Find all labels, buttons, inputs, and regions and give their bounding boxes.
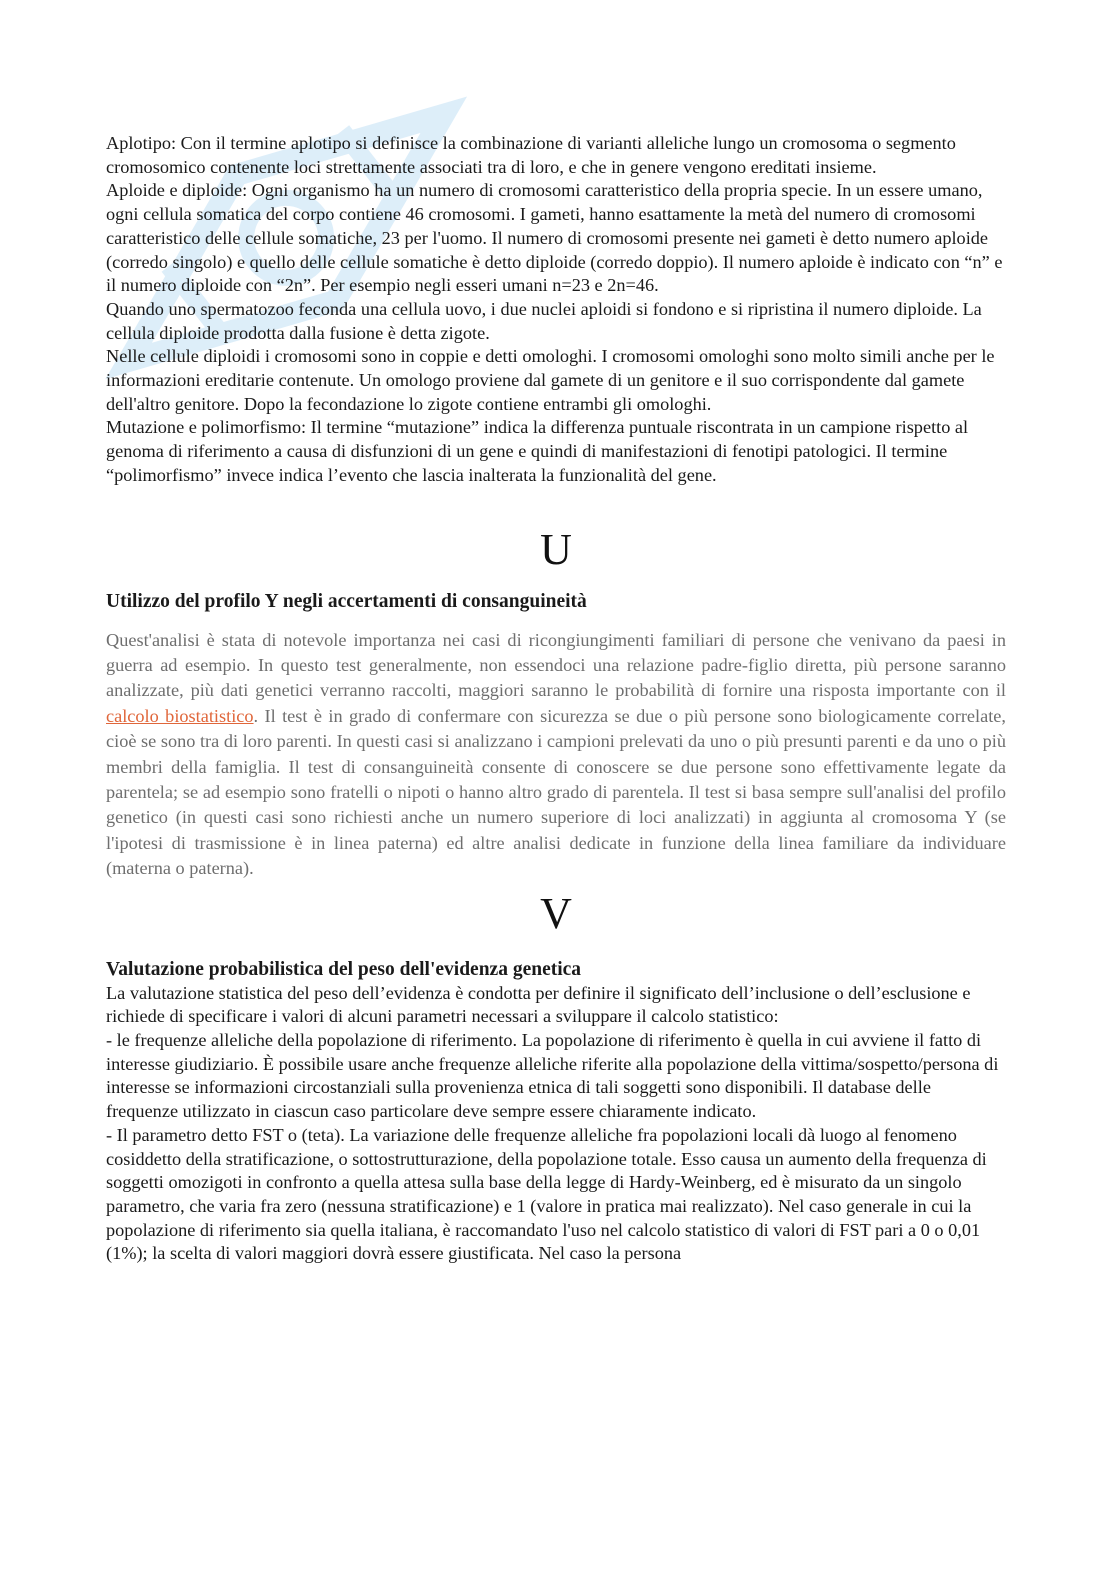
section-heading-v: Valutazione probabilistica del peso dell'evidenza genetica [106,958,582,980]
paragraph: Nelle cellule diploidi i cromosomi sono in coppie e detti omologhi. I cromosomi omologhi sono molto simili anche per le informazioni ereditarie contenute. Un omologo proviene dal gamete di un genitore e il suo corrispondente dal gamete dell'altro genitore. Dopo la fecondazione lo zigote contiene entrambi gli omologhi. [106,346,995,414]
paragraph: Quando uno spermatozoo feconda una cellula uovo, i due nuclei aploidi si fondono e si ripristina il numero diploide. La cellula diploide prodotta dalla fusione è detta zigote. [106,298,982,343]
body-text: Quest'analisi è stata di notevole importanza nei casi di ricongiungimenti familiari di persone che venivano da paesi in guerra ad esempio. In questo test generalmente, non essendoci una relazione padre-figlio diretta, più persone saranno analizzate, più dati genetici verranno raccolti, maggiori saranno le probabilità di fornire una risposta importante con il [106,629,1006,701]
body-text: . Il test è in grado di confermare con sicurezza se due o più persone sono biologicamente correlate, cioè se sono tra di loro parenti. In questi casi si analizzano i campioni prelevati da uno o più presunti parenti e da uno o più membri della famiglia. Il test di consanguineità consente di conoscere se due persone sono effettivamente legate da parentela; se ad esempio sono fratelli o nipoti o hanno altro grado di parentela. Il test si basa sempre sull'analisi del profilo genetico (in questi casi sono richiesti anche un numero superiore di loci analizzati) in aggiunta al cromosoma Y (se l'ipotesi di trasmissione è in linea paterna) ed altre analisi dedicate in funzione della linea familiare da individuare (materna o paterna). [106,705,1006,879]
calcolo-biostatistico-link[interactable]: calcolo biostatistico [106,705,254,726]
paragraph: La valutazione statistica del peso dell’evidenza è condotta per definire il significato dell’inclusione o dell’esclusione e richiede di specificare i valori di alcuni parametri necessari a sviluppare il calcolo statistico: [106,982,971,1027]
section-letter-v: V [540,888,572,938]
section-u-body [106,628,1006,882]
page-content [106,132,1006,1266]
section-letter-u: U [540,524,572,574]
paragraph: Aplotipo: Con il termine aplotipo si definisce la combinazione di varianti alleliche lungo un cromosoma o segmento cromosomico contenente loci strettamente associati tra di loro, e che in genere vengono ereditati insieme. [106,133,956,177]
section-v-body [106,982,1006,1266]
paragraph: - Il parametro detto FST o (teta). La variazione delle frequenze alleliche fra popolazioni locali dà luogo al fenomeno cosiddetto della stratificazione, o sottostrutturazione, della popolazione totale. Esso causa un aumento della frequenza di soggetti omozigoti in confronto a quella attesa sulla base della legge di Hardy-Weinberg, ed è misurato da un singolo parametro, che varia fra zero (nessuna stratificazione) e 1 (valore in pratica mai realizzato). Nel caso generale in cui la popolazione di riferimento sia quella italiana, è raccomandato l'uso nel calcolo statistico di valori di FST pari a 0 o 0,01 (1%); la scelta di valori maggiori dovrà essere giustificata. Nel caso la persona [106,1124,987,1264]
paragraph: Mutazione e polimorfismo: Il termine “mutazione” indica la differenza puntuale riscontrata in un campione rispetto al genoma di riferimento a causa di disfunzioni di un gene e quindi di manifestazioni di fenotipi patologici. Il termine “polimorfismo” invece indica l’evento che lascia inalterata la funzionalità del gene. [106,417,969,485]
glossary-section-a [106,132,1006,488]
paragraph: - le frequenze alleliche della popolazione di riferimento. La popolazione di riferimento è quella in cui avviene il fatto di interesse giudiziario. È possibile usare anche frequenze alleliche riferite alla popolazione della vittima/sospetto/persona di interesse se informazioni circostanziali sulla provenienza etnica di tali soggetti sono disponibili. Il database delle frequenze utilizzato in ciascun caso particolare deve sempre essere chiaramente indicato. [106,1030,999,1122]
paragraph: Aploide e diploide: Ogni organismo ha un numero di cromosomi caratteristico della propria specie. In un essere umano, ogni cellula somatica del corpo contiene 46 cromosomi. I gameti, hanno esattamente la metà del numero di cromosomi caratteristico delle cellule somatiche, 23 per l'uomo. Il numero di cromosomi presente nei gameti è detto numero aploide (corredo singolo) e quello delle cellule somatiche è detto diploide (corredo doppio). Il numero aploide è indicato con “n” e il numero diploide con “2n”. Per esempio negli esseri umani n=23 e 2n=46. [106,180,1003,296]
section-heading-u: Utilizzo del profilo Y negli accertamenti di consanguineità [106,590,587,612]
